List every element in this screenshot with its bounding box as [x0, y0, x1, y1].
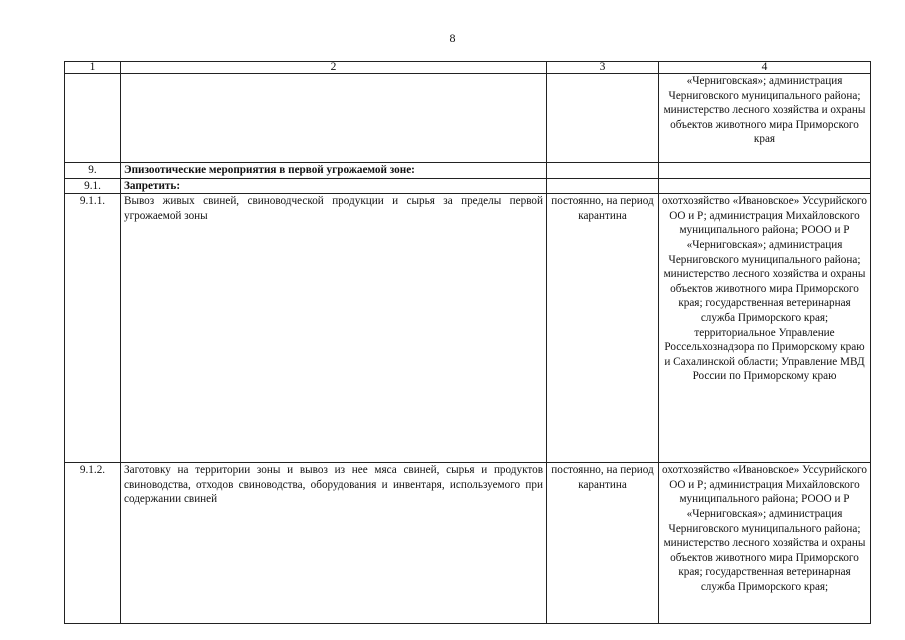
row-number: 9.1.2.	[65, 463, 121, 624]
empty-cell	[659, 178, 871, 194]
measure-text: Заготовку на территории зоны и вывоз из нее мяса свиней, сырья и продуктов свиноводства, отходов свиноводства, оборудования и инвентаря, используемого при содержании свиней	[121, 463, 547, 624]
section-row	[65, 163, 871, 179]
table-row	[65, 463, 871, 624]
period-text: постоянно, на период карантина	[547, 194, 659, 463]
column-header-2: 2	[121, 62, 547, 74]
subsection-row	[65, 178, 871, 194]
empty-cell	[547, 163, 659, 179]
column-header-4: 4	[659, 62, 871, 74]
column-header-3: 3	[547, 62, 659, 74]
responsible-text: «Черниговская»; администрация Черниговского муниципального района; министерство лесного хозяйства и охраны объектов животного мира Приморского края	[659, 74, 871, 163]
page-number: 8	[449, 31, 456, 45]
period-text	[547, 74, 659, 163]
responsible-text: охотхозяйство «Ивановское» Уссурийского ОО и Р; администрация Михайловского муниципального района; РООО и Р «Черниговская»; администрация Черниговского муниципального района; министерство лесного хозяйства и охраны объектов животного мира Приморского края; государственная ветеринарная служба Приморского края;	[659, 463, 871, 624]
row-number	[65, 74, 121, 163]
continuation-row	[65, 74, 871, 163]
subsection-title: Запретить:	[121, 178, 547, 194]
measure-text: Вывоз живых свиней, свиноводческой продукции и сырья за пределы первой угрожаемой зоны	[121, 194, 547, 463]
row-number: 9.1.1.	[65, 194, 121, 463]
period-text: постоянно, на период карантина	[547, 463, 659, 624]
subsection-number: 9.1.	[65, 178, 121, 194]
measures-table	[64, 61, 871, 624]
column-header-1: 1	[65, 62, 121, 74]
responsible-text: охотхозяйство «Ивановское» Уссурийского ОО и Р; администрация Михайловского муниципального района; РООО и Р «Черниговская»; администрация Черниговского муниципального района; министерство лесного хозяйства и охраны объектов животного мира Приморского края; государственная ветеринарная служба Приморского края; территориальное Управление Россельхознадзора по Приморскому краю и Сахалинской области; Управление МВД России по Приморскому краю	[659, 194, 871, 463]
section-number: 9.	[65, 163, 121, 179]
empty-cell	[659, 163, 871, 179]
table-header-row	[65, 62, 871, 74]
table-row	[65, 194, 871, 463]
section-title: Эпизоотические мероприятия в первой угрожаемой зоне:	[121, 163, 547, 179]
measure-text	[121, 74, 547, 163]
empty-cell	[547, 178, 659, 194]
